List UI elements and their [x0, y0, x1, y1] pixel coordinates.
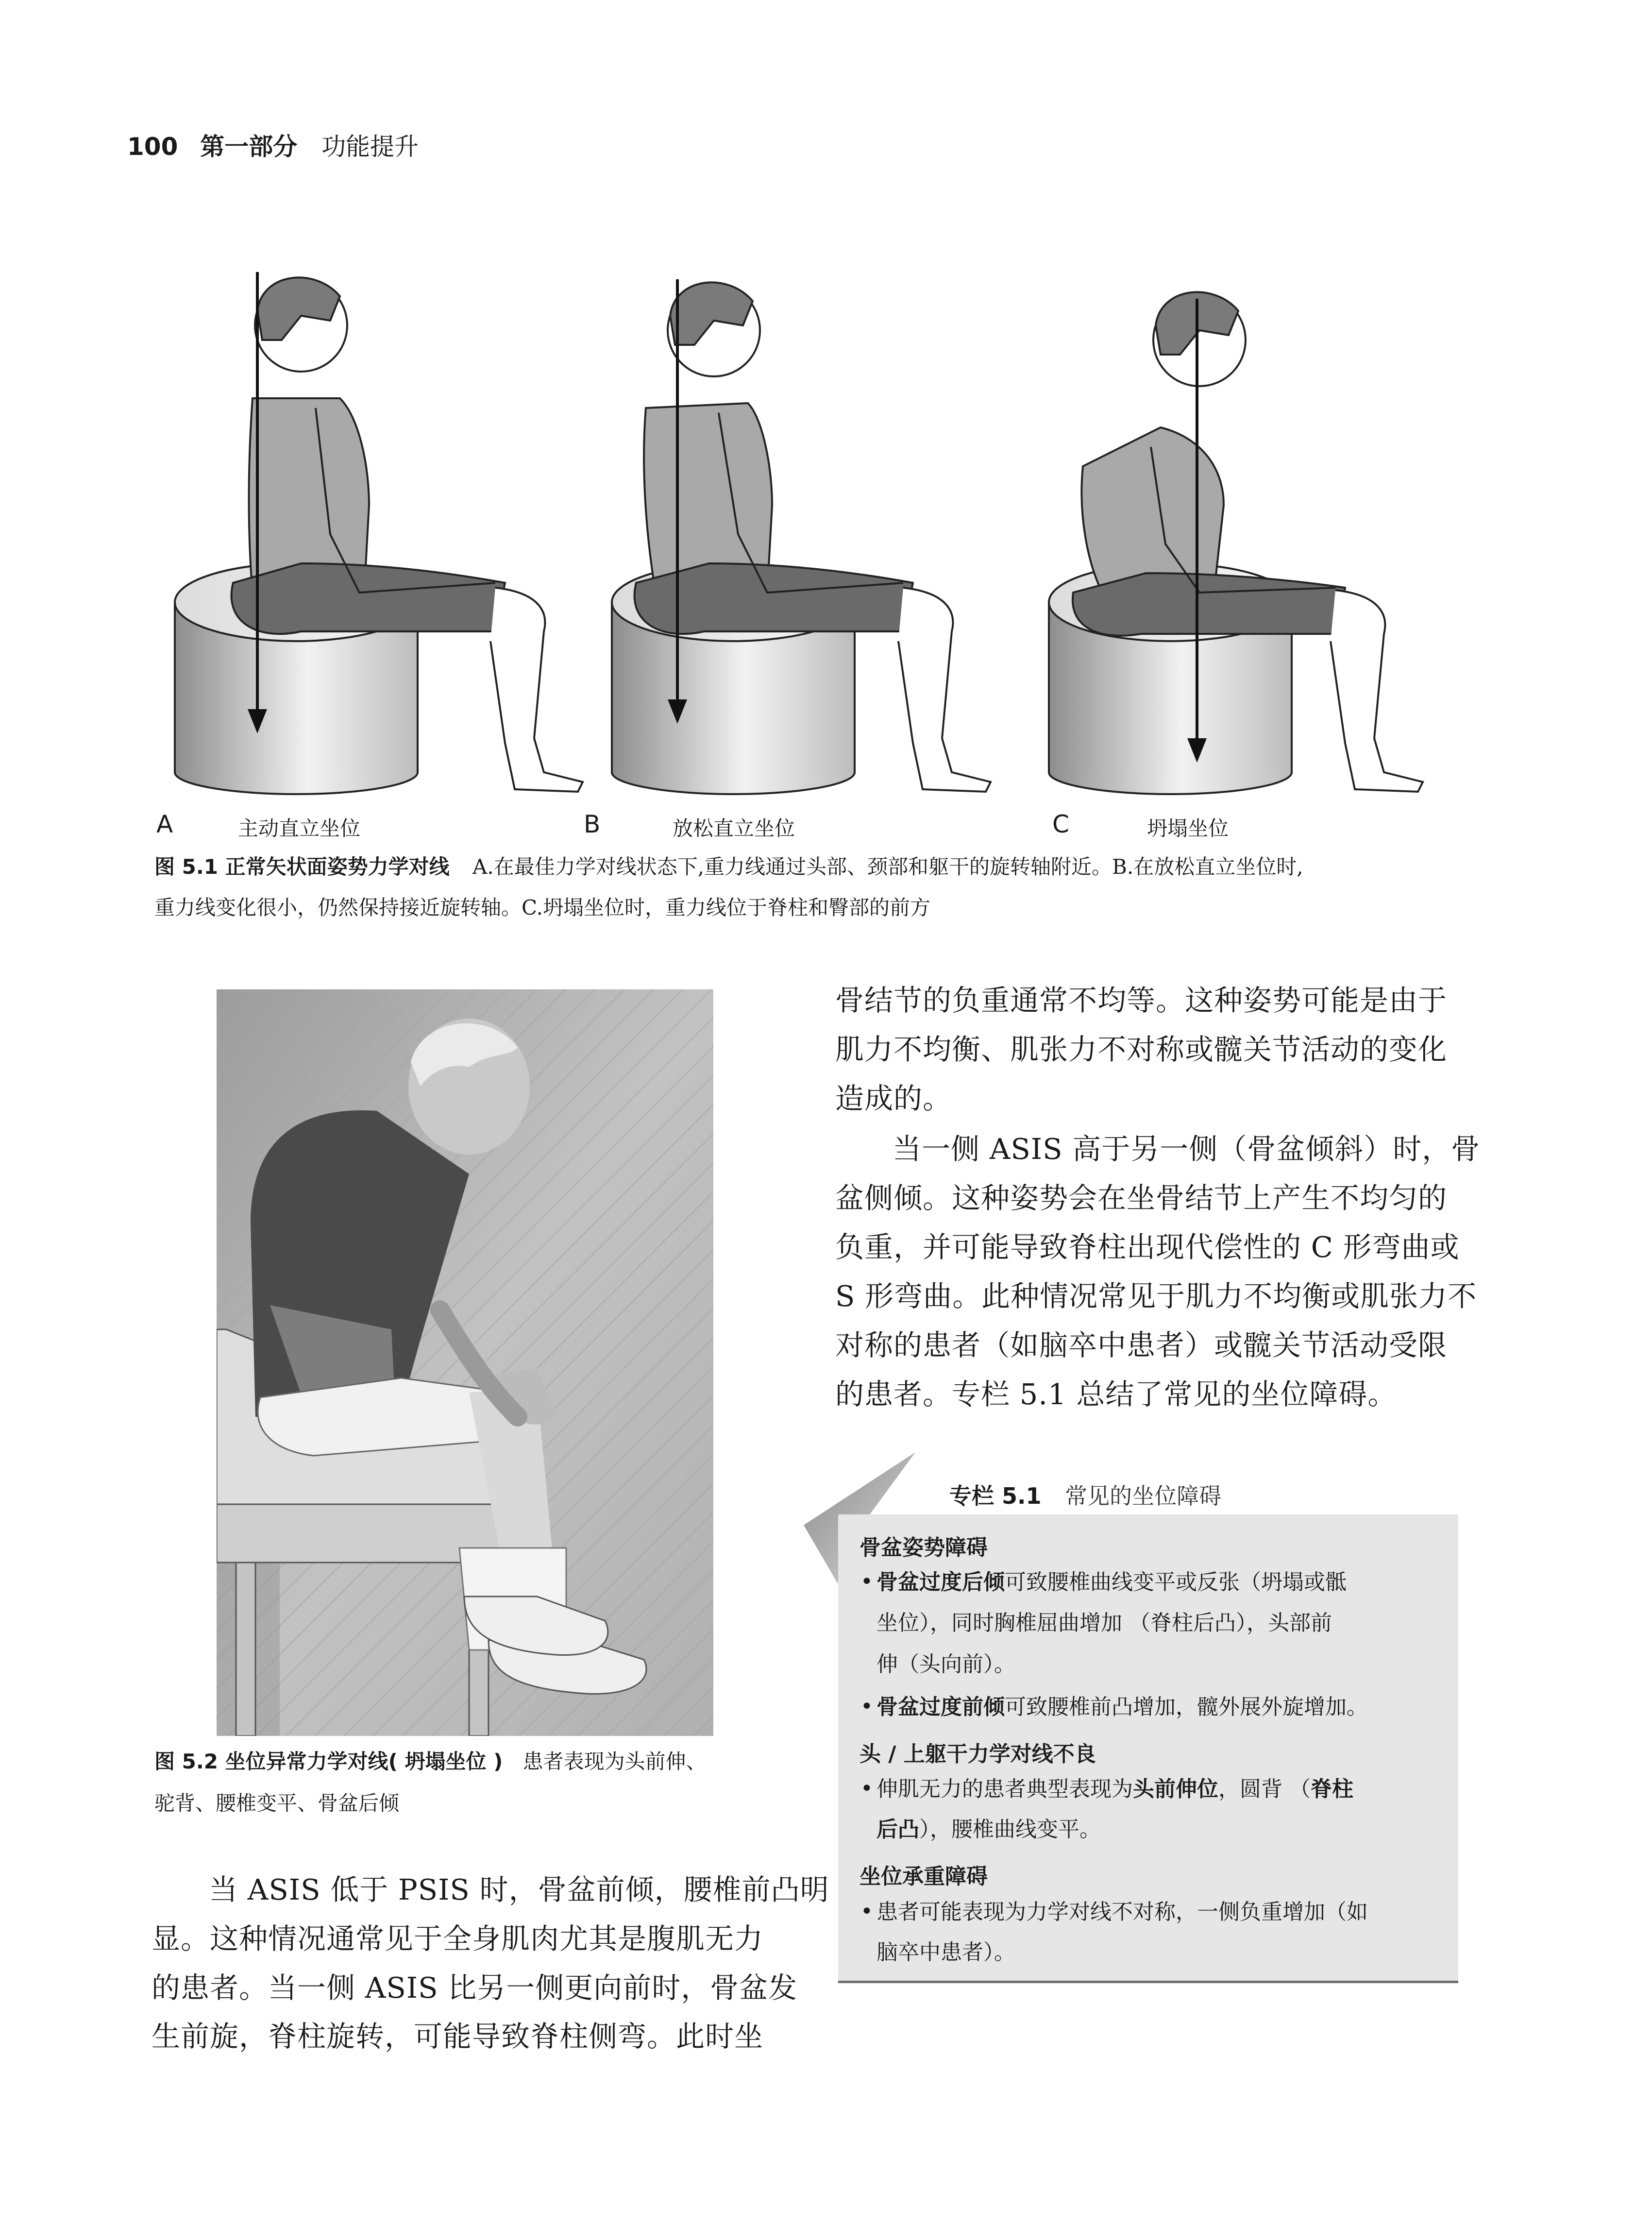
- figure-c-seated-person: [1049, 292, 1423, 794]
- body-left-line-1: 当 ASIS 低于 PSIS 时，骨盆前倾，腰椎前凸明: [209, 1873, 829, 1906]
- box-bullet-3-text-3: ），腰椎曲线变平。: [919, 1817, 1101, 1842]
- box-bullet-1-text: 可致腰椎曲线变平或反张（坍塌或骶: [1005, 1570, 1347, 1595]
- body-right-line-5: 盆侧倾。这种姿势会在坐骨结节上产生不均匀的: [835, 1181, 1448, 1215]
- box-bullet-3-text-1: 伸肌无力的患者典型表现为: [877, 1777, 1133, 1801]
- figure-5-2-caption-line-2: 驼背、腰椎变平、骨盆后倾: [154, 1791, 400, 1815]
- body-left-line-4: 生前旋，脊柱旋转，可能导致脊柱侧弯。此时坐: [152, 2020, 764, 2053]
- box-bullet-4-line-2: 脑卒中患者）。: [877, 1940, 1015, 1965]
- figure-b-seated-person: [612, 279, 991, 794]
- panel-a-letter: A: [156, 810, 173, 838]
- figure-5-1-caption-label: 图 5.1 正常矢状面姿势力学对线: [154, 855, 450, 879]
- panel-c-letter: C: [1052, 810, 1069, 838]
- box-title-text: 常见的坐位障碍: [1065, 1483, 1222, 1509]
- box-bullet-3-bold-2: 脊柱: [1311, 1777, 1353, 1801]
- box-bullet-3-marker: •: [860, 1776, 873, 1801]
- box-bullet-2-bold: 骨盆过度前倾: [877, 1695, 1005, 1719]
- figure-5-2-caption-line-1: [154, 1751, 707, 1772]
- box-bullet-2-text: 可致腰椎前凸增加，髋外展外旋增加。: [1005, 1695, 1368, 1719]
- box-section-3-heading: 坐位承重障碍: [860, 1864, 988, 1889]
- figure-5-2-caption-text-1: 患者表现为头前伸、: [523, 1750, 707, 1773]
- box-bullet-1-line-2: 坐位），同时胸椎屈曲增加 （脊柱后凸），头部前: [877, 1611, 1332, 1635]
- panel-b-caption: 放松直立坐位: [673, 816, 795, 840]
- box-bullet-3-text-2: ，圆背 （: [1218, 1777, 1311, 1801]
- box-bullet-3-line-2: [877, 1819, 1101, 1840]
- box-bullet-3-bold-1: 头前伸位: [1133, 1777, 1218, 1801]
- box-bullet-4-marker: •: [860, 1899, 873, 1924]
- box-bullet-1-marker: •: [860, 1569, 873, 1594]
- part-label: 第一部分: [200, 133, 298, 161]
- box-bullet-1-line-3: 伸（头向前）。: [877, 1652, 1015, 1677]
- box-bullet-2-marker: •: [860, 1694, 873, 1719]
- section-label: 功能提升: [321, 133, 419, 161]
- box-bullet-1-bold: 骨盆过度后倾: [877, 1570, 1005, 1595]
- figure-5-1-caption-line-1: [154, 857, 1303, 877]
- body-right-line-2: 肌力不均衡、肌张力不对称或髋关节活动的变化: [835, 1033, 1448, 1066]
- box-section-1-heading: 骨盆姿势障碍: [860, 1535, 988, 1560]
- figure-5-1-caption-line-2: 重力线变化很小，仍然保持接近旋转轴。C.坍塌坐位时，重力线位于脊柱和臀部的前方: [154, 896, 930, 919]
- figure-a-seated-person: [175, 272, 583, 794]
- box-bullet-3-line-1: [877, 1779, 1353, 1800]
- page-number: 100: [127, 133, 178, 161]
- panel-b-letter: B: [584, 810, 601, 838]
- box-bullet-2-line-1: [877, 1697, 1368, 1718]
- body-right-line-7: S 形弯曲。此种情况常见于肌力不均衡或肌张力不: [835, 1279, 1477, 1313]
- box-section-2-heading: 头 / 上躯干力学对线不良: [860, 1742, 1096, 1767]
- figure-5-2-photo: [217, 989, 713, 1736]
- box-bullet-4-line-1: 患者可能表现为力学对线不对称，一侧负重增加（如: [877, 1900, 1368, 1924]
- panel-a-caption: 主动直立坐位: [238, 816, 361, 840]
- body-left-line-2: 显。这种情况通常见于全身肌肉尤其是腹肌无力: [152, 1922, 764, 1955]
- box-title: [949, 1478, 1221, 1511]
- figure-5-2-caption-label: 图 5.2 坐位异常力学对线( 坍塌坐位 ): [154, 1750, 503, 1773]
- figure-5-1-illustration: [155, 194, 1496, 797]
- body-right-line-9: 的患者。专栏 5.1 总结了常见的坐位障碍。: [835, 1377, 1397, 1411]
- body-right-line-4: 当一侧 ASIS 高于另一侧（骨盆倾斜）时，骨: [893, 1132, 1481, 1166]
- body-right-line-8: 对称的患者（如脑卒中患者）或髋关节活动受限: [835, 1328, 1448, 1362]
- body-right-line-1: 骨结节的负重通常不均等。这种姿势可能是由于: [835, 984, 1448, 1017]
- figure-5-1-caption-text-1: A.在最佳力学对线状态下,重力线通过头部、颈部和躯干的旋转轴附近。B.在放松直立坐位时,: [472, 855, 1303, 879]
- box-number: 专栏 5.1: [949, 1483, 1042, 1509]
- body-right-line-6: 负重，并可能导致脊柱出现代偿性的 C 形弯曲或: [835, 1230, 1460, 1264]
- box-bullet-1-line-1: [877, 1572, 1347, 1593]
- body-left-line-3: 的患者。当一侧 ASIS 比另一侧更向前时，骨盆发: [152, 1971, 798, 2005]
- box-bullet-3-bold-3: 后凸: [877, 1817, 919, 1842]
- running-head: [127, 127, 419, 162]
- panel-c-caption: 坍塌坐位: [1147, 816, 1229, 840]
- body-right-line-3: 造成的。: [835, 1082, 952, 1115]
